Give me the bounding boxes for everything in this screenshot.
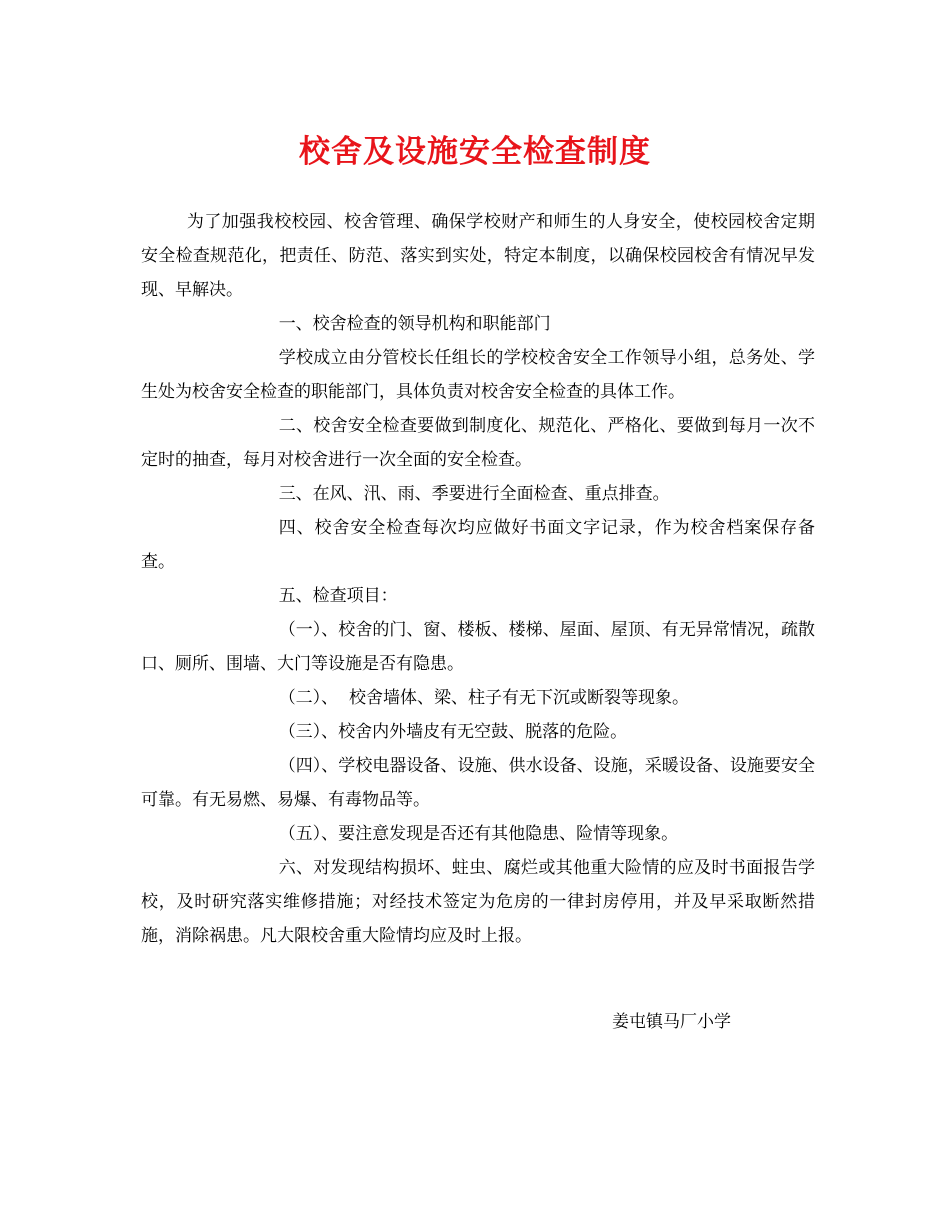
check-item-2: （二）、 校舍墙体、梁、柱子有无下沉或断裂等现象。 xyxy=(278,688,689,708)
section-heading-1: 一、校舍检查的领导机构和职能部门 xyxy=(278,314,551,334)
paragraph-section-4: 四、校舍安全检查每次均应做好书面文字记录，作为校舍档案保存备查。 xyxy=(141,518,815,572)
check-item-4: （四）、学校电器设备、设施、供水设备、设施，采暖设备、设施要安全可靠。有无易燃、易爆、有毒物品等。 xyxy=(141,756,815,810)
paragraph-section-2: 二、校舍安全检查要做到制度化、规范化、严格化、要做到每月一次不定时的抽查，每月对校舍进行一次全面的安全检查。 xyxy=(141,416,815,470)
paragraph-section-3: 三、在风、汛、雨、季要进行全面检查、重点排查。 xyxy=(278,484,670,504)
check-item-5: （五）、要注意发现是否还有其他隐患、险情等现象。 xyxy=(278,824,679,844)
check-item-1: （一）、校舍的门、窗、楼板、楼梯、屋面、屋顶、有无异常情况，疏散口、厕所、围墙、大门等设施是否有隐患。 xyxy=(141,620,815,674)
paragraph-section-6: 六、对发现结构损坏、蛀虫、腐烂或其他重大险情的应及时书面报告学校，及时研究落实维修措施；对经技术签定为危房的一律封房停用，并及早采取断然措施，消除祸患。凡大限校舍重大险情均应及时上报。 xyxy=(141,858,815,946)
document-title: 校舍及设施安全检查制度 xyxy=(299,134,651,170)
paragraph-section-1: 学校成立由分管校长任组长的学校校舍安全工作领导小组，总务处、学生处为校舍安全检查的职能部门，具体负责对校舍安全检查的具体工作。 xyxy=(141,348,815,402)
paragraph-intro: 为了加强我校校园、校舍管理、确保学校财产和师生的人身安全，使校园校舍定期安全检查规范化，把责任、防范、落实到实处，特定本制度，以确保校园校舍有情况早发现、早解决。 xyxy=(141,212,815,300)
section-heading-5: 五、检查项目： xyxy=(278,586,398,606)
check-item-3: （三）、校舍内外墙皮有无空鼓、脱落的危险。 xyxy=(278,722,628,742)
document-body xyxy=(141,205,815,953)
signature-school-name: 姜屯镇马厂小学 xyxy=(612,1012,731,1032)
